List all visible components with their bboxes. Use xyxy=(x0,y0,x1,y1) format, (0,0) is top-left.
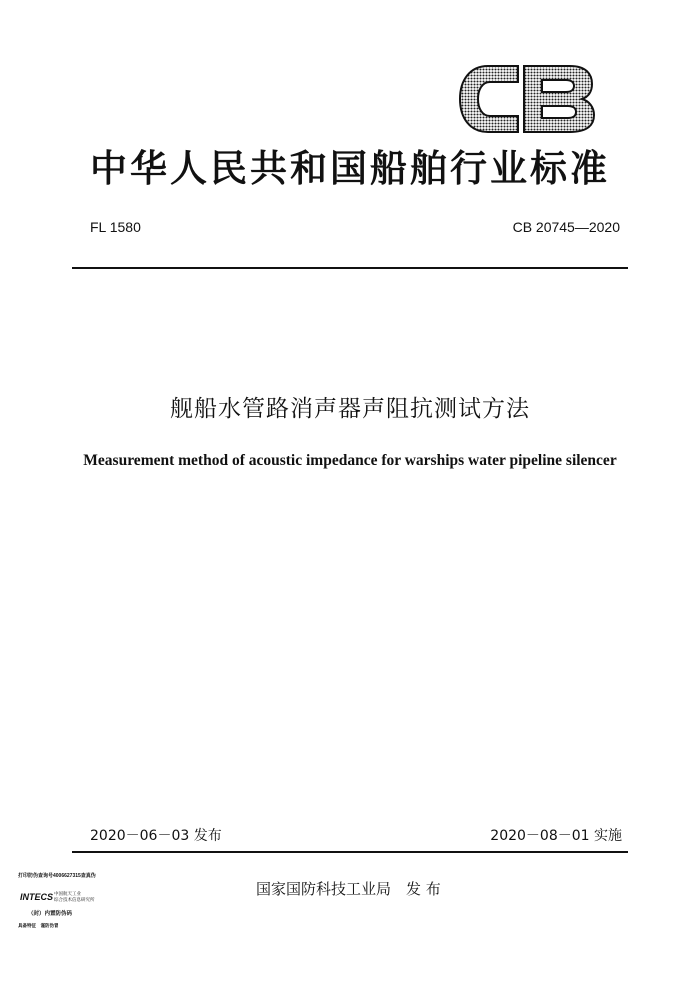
footer-divider xyxy=(72,851,628,853)
implementation-date: 2020－08－01 实施 xyxy=(490,828,622,844)
stamp-query-line: 打印防伪查询号4006627315查真伪 xyxy=(18,873,96,879)
stamp-org-line-2: 综合技术信息研究所 xyxy=(54,897,95,902)
header-divider xyxy=(72,267,628,269)
issue-date: 2020－06－03 发布 xyxy=(90,828,222,844)
anti-counterfeit-stamp xyxy=(18,872,113,934)
cb-logo xyxy=(458,62,596,136)
stamp-logo: INTECS xyxy=(20,892,54,902)
stamp-organization xyxy=(54,891,95,903)
issuing-authority: 国家国防科技工业局 发 布 xyxy=(256,880,441,898)
classification-code: FL 1580 xyxy=(90,219,141,235)
stamp-org-line-1: 中国航天工业 xyxy=(54,891,81,896)
stamp-code-line: （封）内置防伪码 xyxy=(28,911,73,917)
standard-number: CB 20745—2020 xyxy=(512,219,620,235)
document-title-english: Measurement method of acoustic impedance for warships water pipeline silencer xyxy=(83,452,617,469)
standard-category-title: 中华人民共和国船舶行业标准 xyxy=(90,147,610,190)
document-title-chinese: 舰船水管路消声器声阻抗测试方法 xyxy=(170,396,530,422)
stamp-warning-line: 具备特征 谨防伪冒 xyxy=(18,923,59,928)
